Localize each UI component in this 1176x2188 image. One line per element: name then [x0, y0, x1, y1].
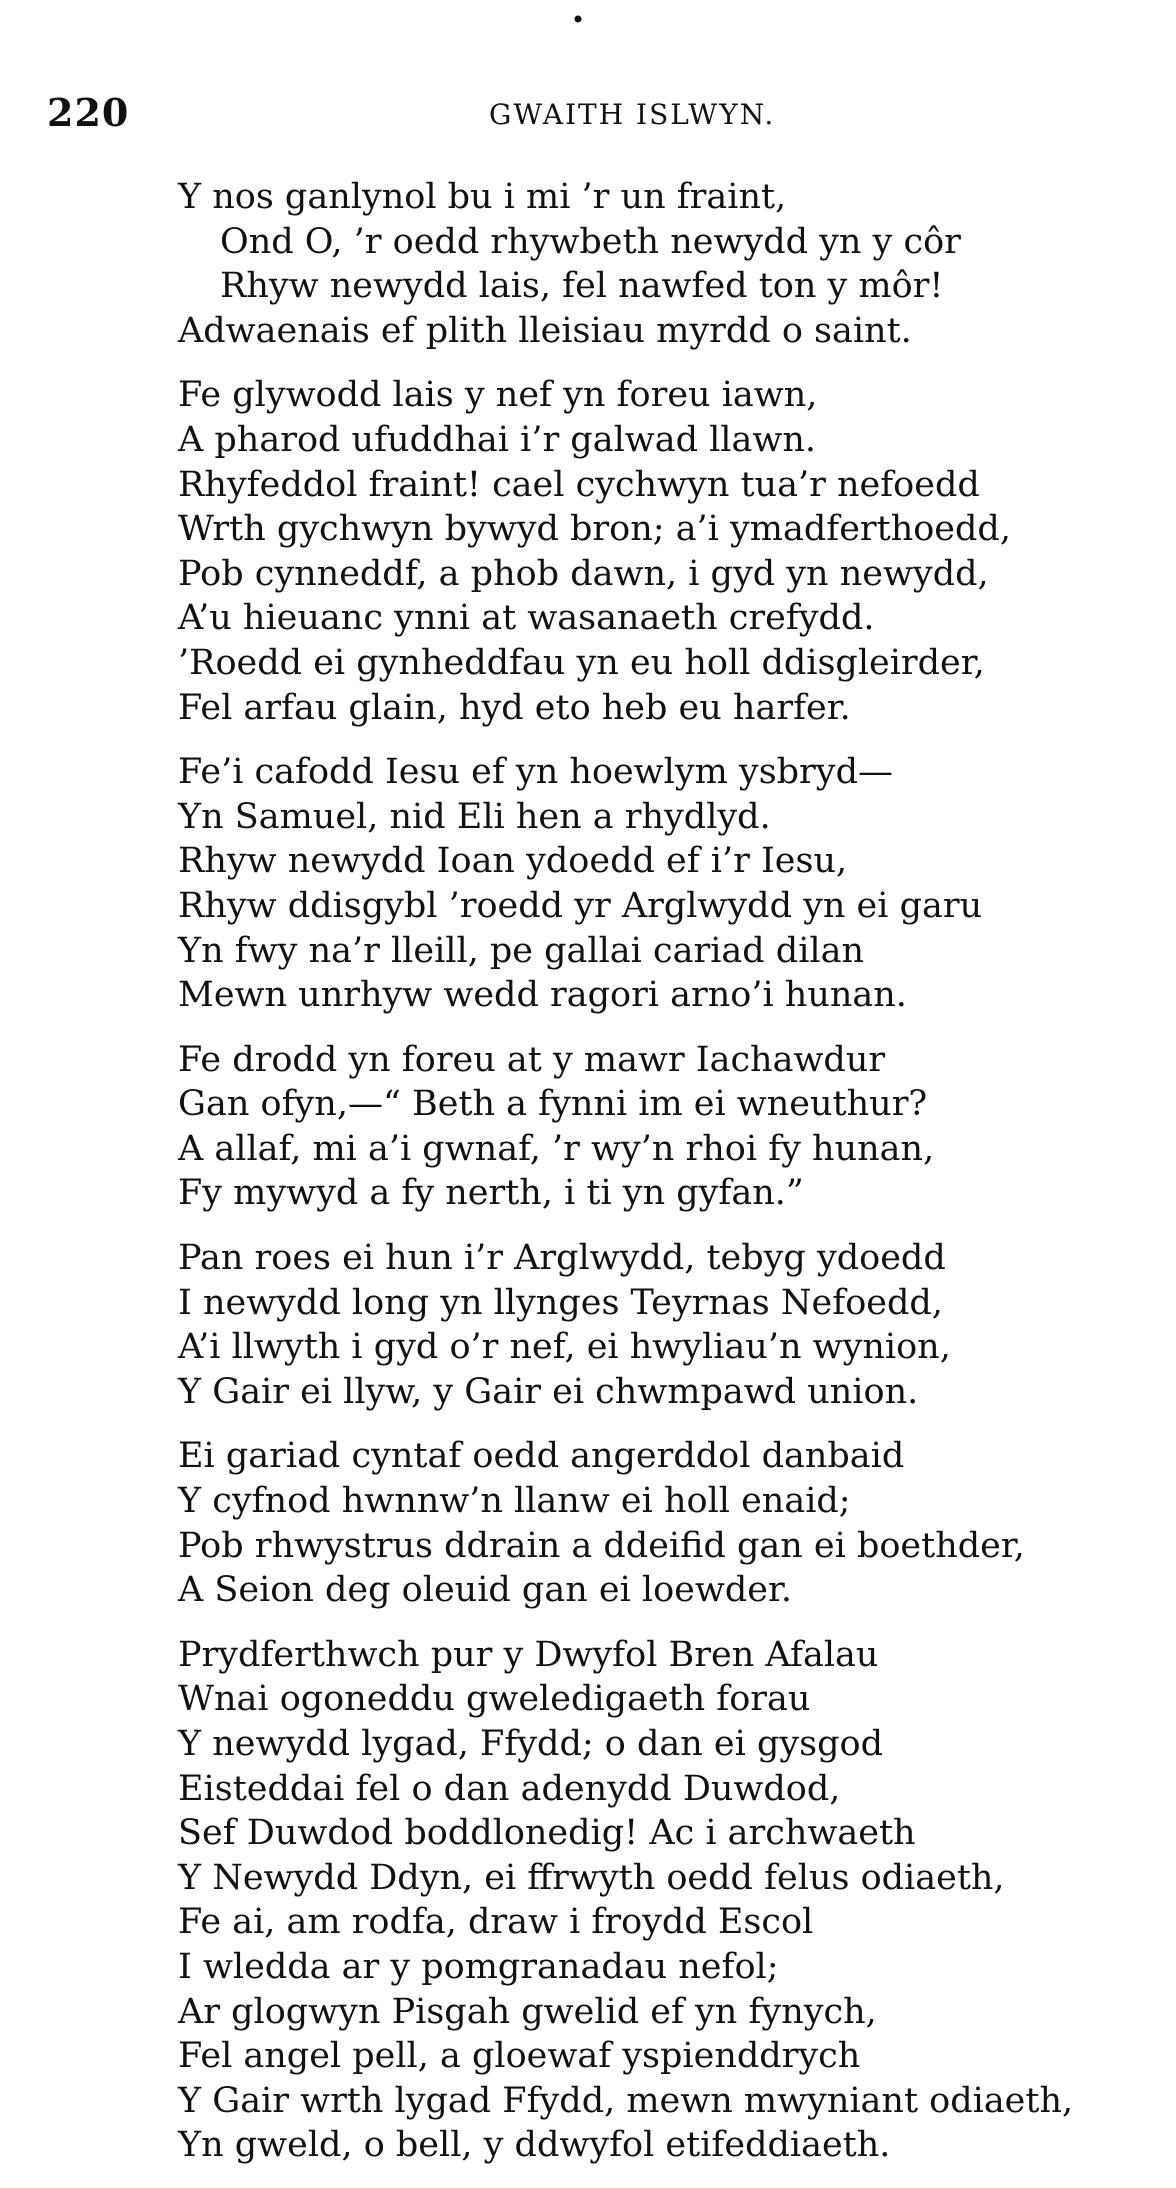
stanza-7 — [178, 1633, 1168, 2168]
stanza-3 — [178, 750, 1168, 1018]
poem-line: Rhyw newydd lais, fel nawfed ton y môr! — [220, 266, 944, 307]
poem-line: Yn Samuel, nid Eli hen a rhydlyd. — [178, 796, 771, 837]
poem-line: Fe drodd yn foreu at y mawr Iachawdur — [178, 1039, 886, 1080]
poem-line: Pob cynneddf, a phob dawn, i gyd yn newydd, — [178, 553, 989, 594]
poem-line: Rhyw ddisgybl ’roedd yr Arglwydd yn ei garu — [178, 885, 983, 926]
poem-line: Mewn unrhyw wedd ragori arno’i hunan. — [178, 975, 907, 1016]
stanza-5 — [178, 1236, 1168, 1414]
poem-line: Y Gair ei llyw, y Gair ei chwmpawd union. — [178, 1371, 919, 1412]
poem-line: Gan ofyn,—“ Beth a fynni im ei wneuthur? — [178, 1084, 928, 1125]
poem-line: Adwaenais ef plith lleisiau myrdd o saint. — [178, 310, 912, 351]
poem-line: Ond O, ’r oedd rhywbeth newydd yn y côr — [220, 221, 961, 262]
poem-line: Fy mywyd a fy nerth, i ti yn gyfan.” — [178, 1173, 804, 1214]
stanza-1 — [178, 175, 1168, 353]
poem-line: Y nos ganlynol bu i mi ’r un fraint, — [178, 177, 787, 217]
poem-line: Sef Duwdod boddlonedig! Ac i archwaeth — [178, 1813, 916, 1854]
poem-line: A’u hieuanc ynni at wasanaeth crefydd. — [178, 598, 875, 639]
poem-line: Wnai ogoneddu gweledigaeth forau — [178, 1679, 811, 1720]
poem-line: Fel angel pell, a gloewaf yspienddrych — [178, 2036, 861, 2077]
poem-line: Eisteddai fel o dan adenydd Duwdod, — [178, 1768, 841, 1809]
poem-line: Yn fwy na’r lleill, pe gallai cariad dilan — [178, 930, 864, 971]
poem-line: Fe glywodd lais y nef yn foreu iawn, — [178, 375, 818, 416]
poem-line: Y newydd lygad, Ffydd; o dan ei gysgod — [178, 1724, 883, 1764]
poem-line: Fe’i cafodd Iesu ef yn hoewlym ysbryd— — [178, 752, 893, 793]
poem-line: A allaf, mi a’i gwnaf, ’r wy’n rhoi fy hunan, — [178, 1128, 935, 1169]
poem-line: I wledda ar y pomgranadau nefol; — [178, 1946, 779, 1987]
poem-line: Fel arfau glain, hyd eto heb eu harfer. — [178, 687, 851, 728]
poem-line: ’Roedd ei gynheddfau yn eu holl ddisgleirder, — [178, 642, 985, 683]
poem-line: I newydd long yn llynges Teyrnas Nefoedd, — [178, 1282, 943, 1323]
poem-line: Pan roes ei hun i’r Arglwydd, tebyg ydoedd — [178, 1238, 946, 1279]
running-title: GWAITH ISLWYN. — [489, 98, 776, 131]
poem-line: Pob rhwystrus ddrain a ddeifid gan ei boethder, — [178, 1525, 1025, 1566]
poem-line: Wrth gychwyn bywyd bron; a’i ymadferthoedd, — [178, 509, 1011, 550]
poem-line: Ei gariad cyntaf oedd angerddol danbaid — [178, 1436, 905, 1477]
page-header — [47, 90, 1127, 134]
poem-line: A Seion deg oleuid gan ei loewder. — [178, 1570, 792, 1611]
poem-line: Y Newydd Ddyn, ei ffrwyth oedd felus odiaeth, — [178, 1857, 1005, 1898]
poem-line: Yn gweld, o bell, y ddwyfol etifeddiaeth. — [178, 2125, 891, 2166]
poem-line: Ar glogwyn Pisgah gwelid ef yn fynych, — [178, 1991, 877, 2032]
poem-line: Rhyfeddol fraint! cael cychwyn tua’r nefoedd — [178, 464, 980, 505]
print-mark — [573, 14, 583, 24]
poem-line: Fe ai, am rodfa, draw i froydd Escol — [178, 1902, 814, 1943]
poem-line: Prydferthwch pur y Dwyfol Bren Afalau — [178, 1634, 879, 1675]
stanza-4 — [178, 1038, 1168, 1216]
poem-line: Rhyw newydd Ioan ydoedd ef i’r Iesu, — [178, 841, 848, 882]
stanza-6 — [178, 1434, 1168, 1612]
poem-line: Y cyfnod hwnnw’n llanw ei holl enaid; — [178, 1481, 851, 1522]
poem-body — [178, 175, 1168, 2188]
page-number: 220 — [47, 90, 130, 135]
stanza-2 — [178, 373, 1168, 730]
poem-line: Y Gair wrth lygad Ffydd, mewn mwyniant odiaeth, — [178, 2080, 1074, 2121]
poem-line: A’i llwyth i gyd o’r nef, ei hwyliau’n wynion, — [178, 1327, 951, 1368]
poem-line: A pharod ufuddhai i’r galwad llawn. — [178, 419, 816, 460]
